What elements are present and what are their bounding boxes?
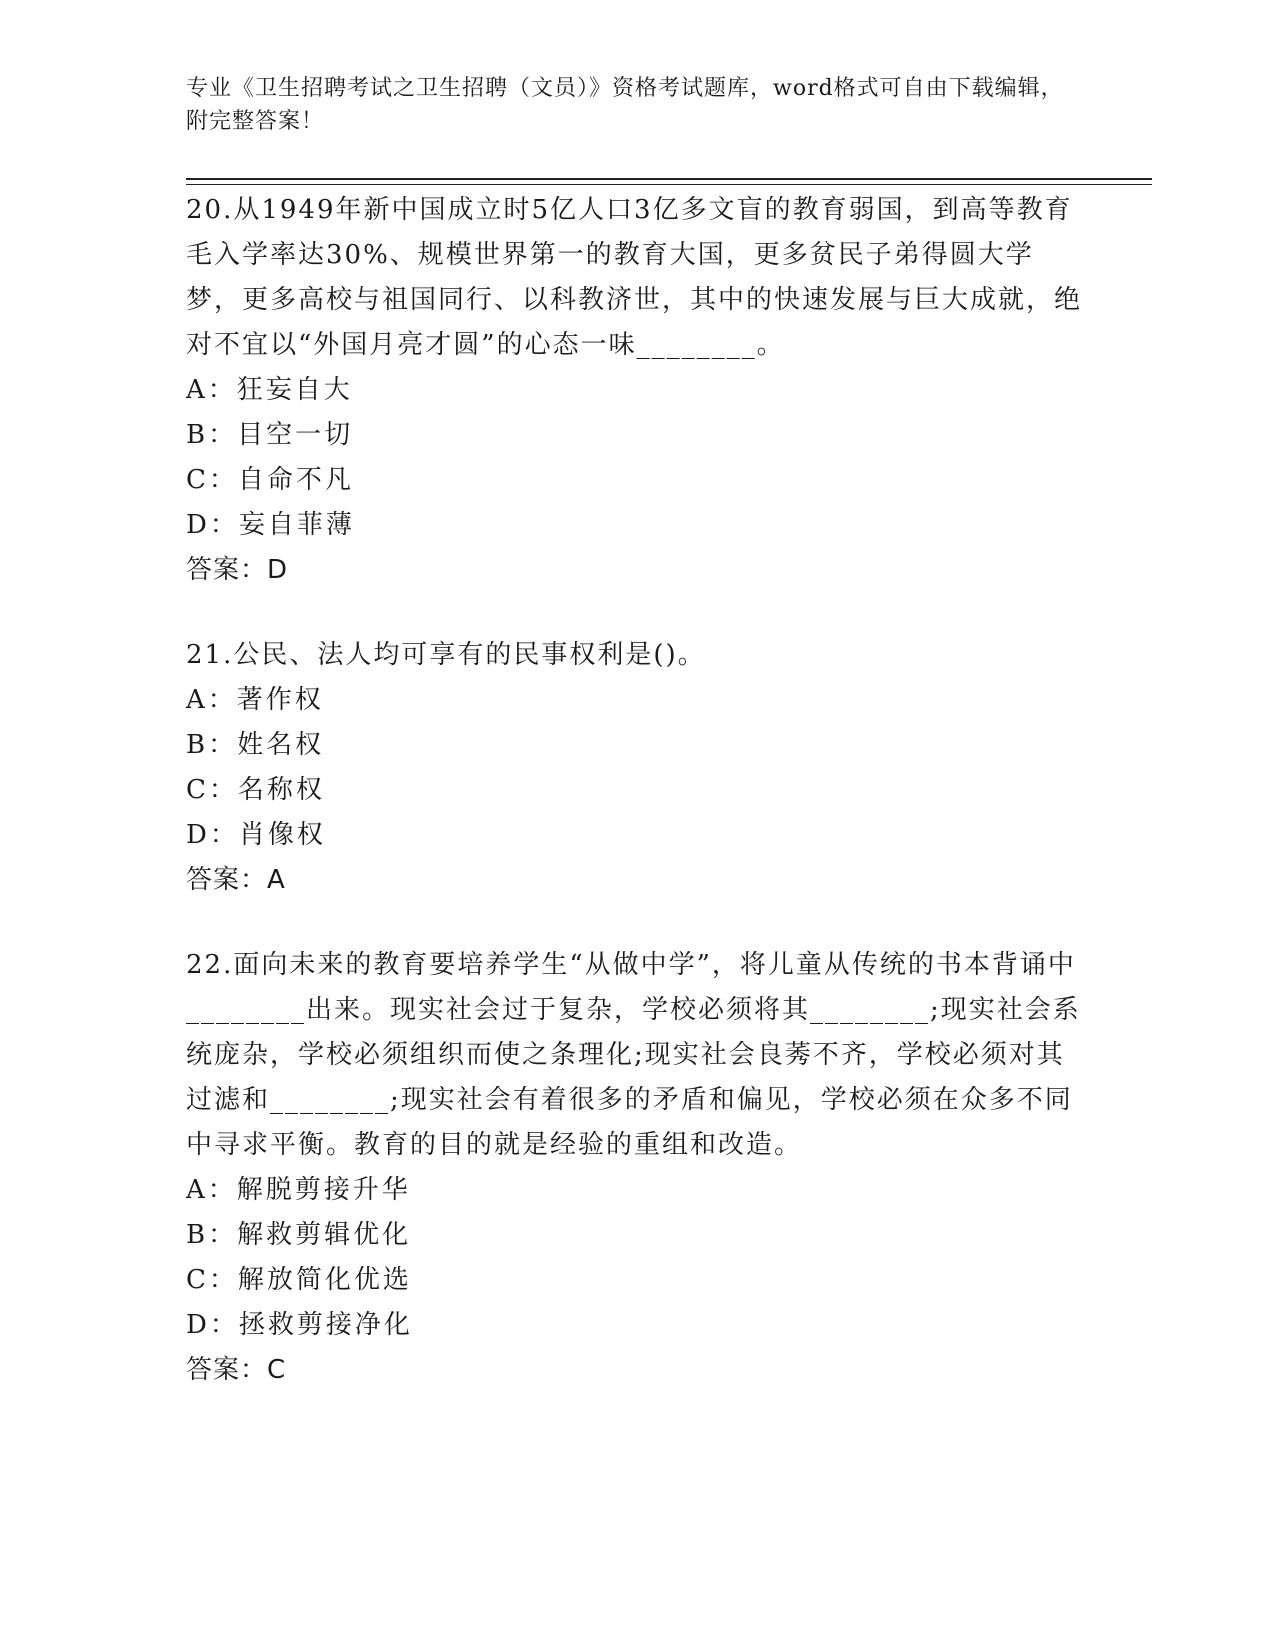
option-b: B：姓名权 <box>186 730 325 760</box>
question-21 <box>186 633 1086 903</box>
document-header: 专业《卫生招聘考试之卫生招聘（文员）》资格考试题库，word格式可自由下载编辑，附完整答案！ <box>186 76 1064 134</box>
question-text: 20.从1949年新中国成立时5亿人口3亿多文盲的教育弱国，到高等教育毛入学率达30%、规模世界第一的教育大国，更多贫民子弟得圆大学梦，更多高校与祖国同行、以科教济世，其中的快速发展与巨大成就，绝对不宜以“外国月亮才圆”的心态一味________。 <box>186 195 1083 360</box>
answer-line: 答案：C <box>186 1355 287 1385</box>
header-divider-thick <box>186 178 1152 180</box>
option-c: C：解放简化优选 <box>186 1265 412 1295</box>
option-d: D：妄自菲薄 <box>186 510 355 540</box>
header-divider-thin <box>186 184 1152 185</box>
answer-line: 答案：A <box>186 865 286 895</box>
question-20 <box>186 188 1086 593</box>
answer-line: 答案：D <box>186 555 289 585</box>
option-b: B：解救剪辑优化 <box>186 1220 412 1250</box>
option-d: D：拯救剪接净化 <box>186 1310 413 1340</box>
option-a: A：著作权 <box>186 685 324 715</box>
option-c: C：名称权 <box>186 775 325 805</box>
question-text: 22.面向未来的教育要培养学生“从做中学”，将儿童从传统的书本背诵中________出来。现实社会过于复杂，学校必须将其________;现实社会系统庞杂，学校必须组织而使之条理化;现实社会良莠不齐，学校必须对其过滤和________;现实社会有着很多的矛盾和偏见，学校必须在众多不同中寻求平衡。教育的目的就是经验的重组和改造。 <box>186 950 1081 1160</box>
question-list <box>186 188 1086 1433</box>
option-d: D：肖像权 <box>186 820 326 850</box>
question-22 <box>186 943 1086 1393</box>
question-text: 21.公民、法人均可享有的民事权利是()。 <box>186 640 706 670</box>
option-c: C：自命不凡 <box>186 465 354 495</box>
option-a: A：解脱剪接升华 <box>186 1175 411 1205</box>
option-b: B：目空一切 <box>186 420 354 450</box>
option-a: A：狂妄自大 <box>186 375 353 405</box>
